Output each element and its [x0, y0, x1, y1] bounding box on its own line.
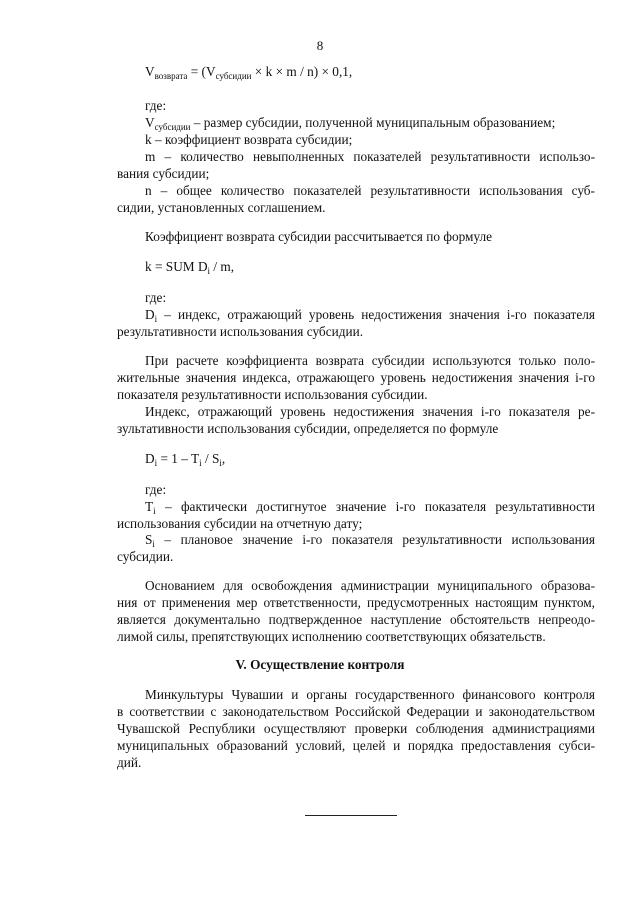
paragraph-line: Минкультуры Чувашии и органы государственного финансового контроля — [145, 687, 595, 702]
v-definition: $V_{субсидии}$ – размер субсидии, полученной муниципальным образованием; — [145, 115, 556, 132]
page-number: 8 — [316, 38, 324, 53]
paragraph-line: дий. — [117, 755, 142, 770]
paragraph-line: в соответствии с законодательством Российской Федерации и законодательством — [117, 704, 595, 719]
paragraph-line: является документально подтвержденное наступление обстоятельств непреодо- — [117, 612, 595, 627]
section-heading: V. Осуществление контроля — [235, 657, 405, 672]
formula-coefficient: k = SUM $D_i$ / m, — [145, 259, 235, 276]
coefficient-intro: Коэффициент возврата субсидии рассчитывается по формуле — [145, 229, 493, 244]
paragraph-line: Чувашской Республики осуществляют проверки соблюдения администрациями — [117, 721, 595, 736]
paragraph-line: Индекс, отражающий уровень недостижения значения i-го показателя ре- — [145, 404, 595, 419]
paragraph-line: ния от применения мер ответственности, предусмотренных настоящим пунктом, — [117, 595, 595, 610]
d-definition-line: результативности использования субсидии. — [117, 324, 364, 339]
formula-index: $D_i = 1 - T_i / S_i$, — [145, 451, 226, 468]
paragraph-line: показателя результативности использования субсидии. — [117, 387, 428, 402]
t-definition-line: $T_i$ – фактически достигнутое значение i-го показателя результативности — [145, 499, 595, 516]
d-definition-line: $D_i$ – индекс, отражающий уровень недостижения значения i-го показателя — [145, 307, 595, 324]
m-definition-line: m – количество невыполненных показателей результативности использо- — [145, 149, 595, 164]
closing-rule — [305, 815, 397, 816]
paragraph-line: Основанием для освобождения администрации муниципального образова- — [145, 578, 595, 593]
where-label: где: — [145, 482, 167, 497]
n-definition-line: n – общее количество показателей результативности использования суб- — [145, 183, 595, 198]
where-label: где: — [145, 290, 167, 305]
formula-return-amount: $V_{возврата} = (V_{субсидии} \times k \times m / n) \times 0,1$, — [145, 64, 353, 81]
paragraph-line: муниципальных образований условий, целей и порядка предоставления субси- — [117, 738, 595, 753]
where-label: где: — [145, 98, 167, 113]
k-definition: k – коэффициент возврата субсидии; — [145, 132, 353, 147]
t-definition-line: использования субсидии на отчетную дату; — [117, 516, 363, 531]
s-definition-line: $S_i$ – плановое значение i-го показателя результативности использования — [145, 532, 595, 549]
s-definition-line: субсидии. — [117, 549, 174, 564]
paragraph-line: При расчете коэффициента возврата субсидии используются только поло- — [145, 353, 595, 368]
n-definition-line: сидии, установленных соглашением. — [117, 200, 326, 215]
m-definition-line: вания субсидии; — [117, 166, 210, 181]
paragraph-line: лимой силы, препятствующих исполнению соответствующих обязательств. — [117, 629, 546, 644]
paragraph-line: зультативности использования субсидии, определяется по формуле — [117, 421, 499, 436]
paragraph-line: жительные значения индекса, отражающего уровень недостижения значения i-го — [117, 370, 595, 385]
